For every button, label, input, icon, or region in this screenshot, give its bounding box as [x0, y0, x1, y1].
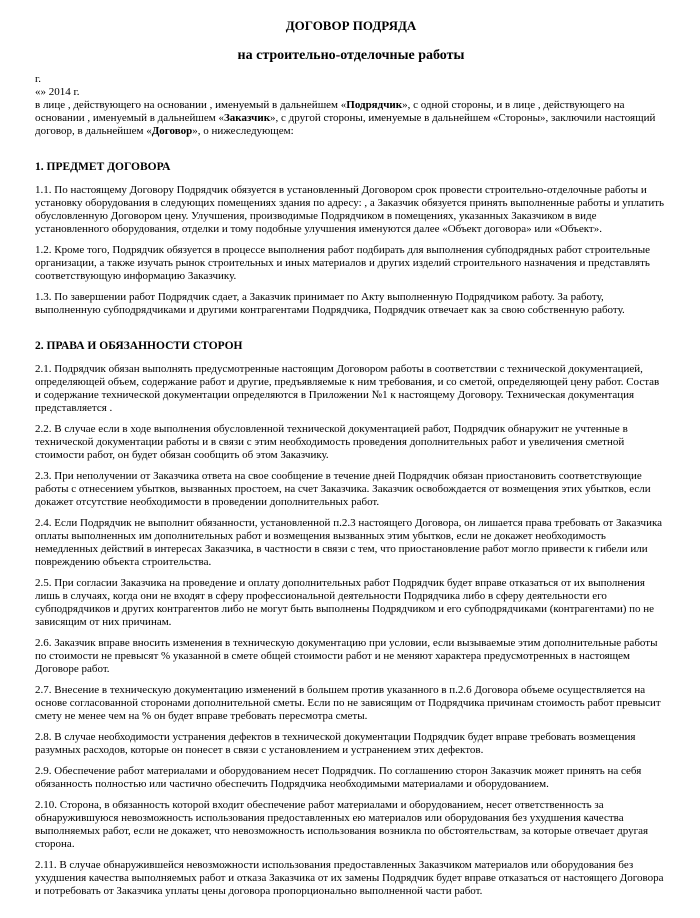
clause-2-8: 2.8. В случае необходимости устранения дефектов в технической документации Подрядчик будет вправе требовать возмещения разумных расходов, которые он понесет в связи с установлением и устранением этих дефектов. [35, 731, 636, 756]
clause-2-3: 2.3. При неполучении от Заказчика ответа на свое сообщение в течение дней Подрядчик обязан приостановить соответствующие работы с отнесением убытков, вызванных простоем, на счет Заказчика. Заказчик освобождается от возмещения этих убытков, если докажет отсутствие необходимости в проведении дополнительных работ. [35, 470, 651, 508]
term-podryadchik: Подрядчик [346, 99, 403, 111]
preamble-text-2: », с одной стороны, и в лице , действующего на основании , именуемый в дальнейшем « [35, 99, 625, 124]
clause-2-10: 2.10. Сторона, в обязанность которой входит обеспечение работ материалами и оборудованием, несет ответственность за обнаружившуюся невозможность использования предоставленных ею материалов или оборудования без ухудшения качества выполняемых работ, если не докажет, что невозможность использования возникла по обстоятельствам, за которые отвечает другая сторона. [35, 799, 649, 850]
section-1-heading: 1. ПРЕДМЕТ ДОГОВОРА [35, 161, 171, 173]
clause-2-11: 2.11. В случае обнаружившейся невозможности использования предоставленных Заказчиком материалов или оборудования без ухудшения качества выполняемых работ и отказа Заказчика от их замены Подрядчик будет вправе отказаться от настоящего Договора и потребовать от Заказчика уплаты цены договора пропорционально выполненной части работ. [35, 859, 664, 897]
preamble-text-3: », с другой стороны, именуемые в дальнейшем «Стороны», заключили настоящий договор, в дальнейшем « [35, 112, 656, 137]
preamble-text-4: », о нижеследующем: [192, 125, 294, 137]
document-subtitle: на строительно-отделочные работы [237, 48, 465, 63]
clause-2-2: 2.2. В случае если в ходе выполнения обусловленной технической документацией работ, Подрядчик обнаружит не учтенные в технической документации работы и в связи с этим необходимость проведения дополнительных работ и увеличения сметной стоимости работ, он будет обязан сообщить об этом Заказчику. [35, 423, 628, 461]
clause-2-6: 2.6. Заказчик вправе вносить изменения в техническую документацию при условии, если вызываемые этим дополнительные работы по стоимости не превысят % указанной в смете общей стоимости работ и не меняют характера предусмотренных в настоящем Договоре работ. [35, 637, 658, 675]
clause-1-1: 1.1. По настоящему Договору Подрядчик обязуется в установленный Договором срок провести строительно-отделочные работы и установку оборудования в следующих помещениях здания по адресу: , а Заказчик обязуется принять выполненные работы и уплатить обусловленную Договором цену. Улучшения, производимые Подрядчиком в помещениях, указанных Заказчиком в виде установленного оборудования, отделки и тому подобные улучшения именуются далее «Объект договора» или «Объект». [35, 184, 665, 235]
clause-1-3: 1.3. По завершении работ Подрядчик сдает, а Заказчик принимает по Акту выполненную Подрядчиком работу. За работу, выполненную субподрядчиками и другими контрагентами Подрядчика, Подрядчик отвечает как за свою собственную работу. [35, 291, 625, 316]
clause-2-5: 2.5. При согласии Заказчика на проведение и оплату дополнительных работ Подрядчик будет вправе отказаться от их выполнения лишь в случаях, когда они не входят в сферу профессиональной деятельности Подрядчика либо в сферу деятельности его субподрядчиков и других контрагентов либо не могут быть выполнены Подрядчиком и его субподрядчиками (контрагентами) по не зависящим от них причинам. [35, 577, 655, 628]
preamble-paragraph [35, 99, 667, 138]
date-line: «» 2014 г. [35, 86, 80, 98]
clause-2-7: 2.7. Внесение в техническую документацию изменений в большем против указанного в п.2.6 Договора объеме осуществляется на основе согласованной сторонами дополнительной сметы. Если по не зависящим от Подрядчика причинам стоимость работ превысит смету не менее чем на % он будет вправе требовать пересмотра сметы. [35, 684, 661, 722]
clause-2-9: 2.9. Обеспечение работ материалами и оборудованием несет Подрядчик. По соглашению сторон Заказчик может принять на себя обязанность полностью или частично обеспечить Подрядчика необходимыми материалами и оборудованием. [35, 765, 642, 790]
document-title: ДОГОВОР ПОДРЯДА [285, 18, 417, 33]
term-zakazchik: Заказчик [223, 112, 271, 124]
clause-2-4: 2.4. Если Подрядчик не выполнит обязанности, установленной п.2.3 настоящего Договора, он лишается права требовать от Заказчика оплаты выполненных им дополнительных работ и возмещения вызванных этим убытков, если не докажет необходимость немедленных действий в интересах Заказчика, в частности в связи с тем, что приостановление работ могло привести к гибели или повреждению объекта строительства. [35, 517, 663, 568]
clause-2-1: 2.1. Подрядчик обязан выполнять предусмотренные настоящим Договором работы в соответствии с технической документацией, определяющей объем, содержание работ и другие, предъявляемые к ним требования, и со сметой, определяющей цену работ. Состав и содержание технической документации определяются в Приложении №1 к настоящему Договору. Техническая документация представляется . [35, 363, 660, 414]
preamble-text-1: в лице , действующего на основании , именуемый в дальнейшем « [35, 99, 347, 111]
city-line: г. [35, 73, 42, 85]
term-dogovor: Договор [151, 125, 193, 137]
clause-1-2: 1.2. Кроме того, Подрядчик обязуется в процессе выполнения работ подбирать для выполнения субподрядных работ строительные организации, а также изучать рынок строительных и иных материалов и других изделий строительного назначения и представлять соответствующую информацию Заказчику. [35, 244, 650, 282]
section-2-heading: 2. ПРАВА И ОБЯЗАННОСТИ СТОРОН [35, 340, 243, 352]
